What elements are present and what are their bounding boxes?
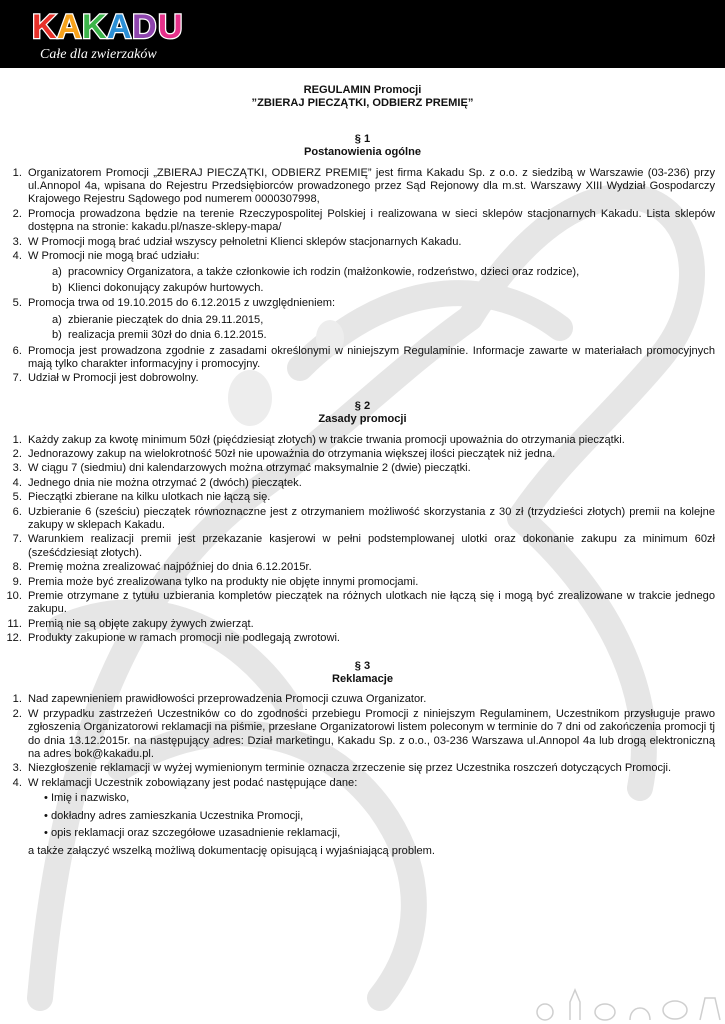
list-item <box>25 167 715 207</box>
list-item <box>25 762 715 775</box>
svg-text:K: K <box>82 8 107 46</box>
section-2-list <box>0 434 725 646</box>
list-item <box>25 208 715 235</box>
list-item-text: Uzbieranie 6 (sześciu) pieczątek równoznaczne jest z otrzymaniem możliwość skorzystania z 30 zł (trzydzieści złotych) premii na kolejne zakupy w sklepach Kakadu. <box>28 505 715 531</box>
list-item-text: Organizatorem Promocji „ZBIERAJ PIECZĄTKI, ODBIERZ PREMIĘ” jest firma Kakadu Sp. z o.o. z siedzibą w Warszawie (03-236) przy ul.Annopol 4a, wpisana do Rejestru Przedsiębiorców prowadzonego przez Sąd Rejonowy dla m.st. Warszawy XIII Wydział Gospodarczy Krajowego Rejestru Sądowego pod numerem 0000307998, <box>28 166 715 206</box>
list-item <box>25 491 715 504</box>
list-item <box>25 708 715 762</box>
list-item-text: Promocja trwa od 19.10.2015 do 6.12.2015 z uwzględnieniem: <box>28 297 336 310</box>
list-item-text: Premie otrzymane z tytułu uzbierania kompletów pieczątek na różnych ulotkach nie łączą się i mogą być zrealizowane w trakcie jednego zakupu. <box>28 590 715 616</box>
sub-letter: a) <box>52 266 62 279</box>
section-2-heading: Zasady promocji <box>318 413 407 426</box>
section-3-list <box>0 693 725 857</box>
document-subtitle: ”ZBIERAJ PIECZĄTKI, ODBIERZ PREMIĘ” <box>251 97 474 110</box>
list-item-text: Pieczątki zbierane na kilku ulotkach nie łączą się. <box>28 491 271 504</box>
list-item-text: Premia może być zrealizowana tylko na produkty nie objęte innymi promocjami. <box>28 575 419 588</box>
list-item-text: Każdy zakup za kwotę minimum 50zł (pięćdziesiąt złotych) w trakcie trwania promocji upoważnia do otrzymania pieczątki. <box>28 433 625 446</box>
list-item-tail: a także załączyć wszelką możliwą dokumentację opisującą i wyjaśniającą problem. <box>28 844 435 857</box>
list-item <box>25 448 715 461</box>
list-item <box>25 632 715 645</box>
section-3-heading: Reklamacje <box>331 673 394 686</box>
bullet-text: opis reklamacji oraz szczegółowe uzasadnienie reklamacji, <box>50 827 341 840</box>
sub-list-item <box>52 266 715 279</box>
sub-text: realizacja premii 30zł do dnia 6.12.2015. <box>68 329 267 342</box>
list-item <box>25 297 715 342</box>
list-item <box>25 533 715 560</box>
sub-text: zbieranie pieczątek do dnia 29.11.2015, <box>68 313 264 326</box>
list-item-text: Premię można zrealizować najpóźniej do dnia 6.12.2015r. <box>28 561 312 574</box>
list-item-text: Udział w Promocji jest dobrowolny. <box>28 372 199 385</box>
list-item <box>25 250 715 295</box>
list-item <box>25 506 715 533</box>
bullet-text: Imię i nazwisko, <box>50 792 130 805</box>
bullet-list <box>28 792 715 840</box>
sub-list-item <box>52 329 715 342</box>
list-item-text: Nad zapewnieniem prawidłowości przeprowadzenia Promocji czuwa Organizator. <box>28 693 427 706</box>
bullet-text: dokładny adres zamieszkania Uczestnika Promocji, <box>50 809 304 822</box>
list-item <box>25 777 715 858</box>
sub-text: Klienci dokonujący zakupów hurtowych. <box>68 281 264 294</box>
list-item <box>25 561 715 574</box>
list-item <box>25 345 715 372</box>
list-item <box>25 693 715 706</box>
logo-tagline: Całe dla zwierzaków <box>40 47 157 62</box>
sub-list <box>28 266 715 295</box>
section-1-list <box>0 167 725 386</box>
bullet-item: • Imię i nazwisko, <box>44 792 130 805</box>
list-item <box>25 576 715 589</box>
list-item-text: Jednego dnia nie można otrzymać 2 (dwóch) pieczątek. <box>28 476 302 489</box>
sub-text: pracownicy Organizatora, a także członkowie ich rodzin (małżonkowie, rodzeństwo, dzieci oraz rodzice), <box>68 266 580 279</box>
list-item-text: Jednorazowy zakup na wielokrotność 50zł nie upoważnia do otrzymania większej ilości pieczątek niż jedna. <box>28 447 556 460</box>
sub-letter: b) <box>52 281 62 294</box>
sub-list-item <box>52 314 715 327</box>
list-item <box>25 618 715 631</box>
header-bar <box>0 0 725 68</box>
list-item <box>25 236 715 249</box>
list-item-text: W przypadku zastrzeżeń Uczestników co do zgodności przebiegu Promocji z niniejszym Regulaminem, Uczestnikom przysługuje prawo zgłoszenia Organizatorowi reklamacji na piśmie, przesłane Organizatorowi listem poleconym w terminie do 7 dni od zakończenia promocji tj do dnia 13.12.2015r. na następujący adres: Dział marketingu, Kakadu Sp. z o.o., 03-236 Warszawa ul.Annopol 4a lub drogą elektroniczną na adres bok@kakadu.pl. <box>28 707 715 761</box>
sub-list-item <box>52 282 715 295</box>
list-item <box>25 477 715 490</box>
kakadu-logo <box>30 4 200 64</box>
section-1-heading: Postanowienia ogólne <box>303 146 422 159</box>
animals-illustration <box>525 984 725 1024</box>
svg-text:D: D <box>132 8 157 46</box>
sub-letter: a) <box>52 313 62 326</box>
section-3-number: § 3 <box>354 659 371 672</box>
svg-text:A: A <box>107 8 132 46</box>
list-item-text: W Promocji nie mogą brać udziału: <box>28 250 200 263</box>
list-item-text: W ciągu 7 (siedmiu) dni kalendarzowych można otrzymać maksymalnie 2 (dwie) pieczątki. <box>28 462 471 475</box>
bullet-item: • dokładny adres zamieszkania Uczestnika Promocji, <box>44 809 304 822</box>
list-item <box>25 462 715 475</box>
list-item-text: Premią nie są objęte zakupy żywych zwierząt. <box>28 617 254 630</box>
section-2-number: § 2 <box>354 399 371 412</box>
sub-letter: b) <box>52 329 62 342</box>
svg-text:K: K <box>32 8 57 46</box>
list-item-text: Promocja jest prowadzona zgodnie z zasadami określonymi w niniejszym Regulaminie. Informacje zawarte w materiałach promocyjnych mają tylko charakter informacyjny i promocyjny. <box>28 344 715 370</box>
list-item <box>25 372 715 385</box>
svg-text:U: U <box>158 8 183 46</box>
list-item-text: Warunkiem realizacji premii jest przekazanie kasjerowi w pełni podstemplowanej ulotki oraz dokonanie zakupu za minimum 60zł (sześćdziesiąt złotych). <box>28 533 715 559</box>
list-item-text: W Promocji mogą brać udział wszyscy pełnoletni Klienci sklepów stacjonarnych Kakadu. <box>28 235 462 248</box>
section-1-number: § 1 <box>354 132 371 145</box>
list-item-text: W reklamacji Uczestnik zobowiązany jest podać następujące dane: <box>28 776 358 789</box>
list-item <box>25 434 715 447</box>
regulations-document <box>0 84 725 859</box>
list-item-text: Produkty zakupione w ramach promocji nie podlegają zwrotowi. <box>28 632 341 645</box>
bullet-item: • opis reklamacji oraz szczegółowe uzasadnienie reklamacji, <box>44 827 341 840</box>
svg-text:A: A <box>57 8 82 46</box>
list-item <box>25 590 715 617</box>
list-item-text: Promocja prowadzona będzie na terenie Rzeczypospolitej Polskiej i realizowana w sieci sklepów stacjonarnych Kakadu. Lista sklepów dostępna na stronie: kakadu.pl/nasze-sklepy-mapa/ <box>28 207 715 234</box>
document-title: REGULAMIN Promocji <box>303 84 422 96</box>
sub-list <box>28 314 715 343</box>
list-item-text: Niezgłoszenie reklamacji w wyżej wymienionym terminie oznacza zrzeczenie się przez Uczestnika roszczeń dotyczących Promocji. <box>28 762 672 775</box>
